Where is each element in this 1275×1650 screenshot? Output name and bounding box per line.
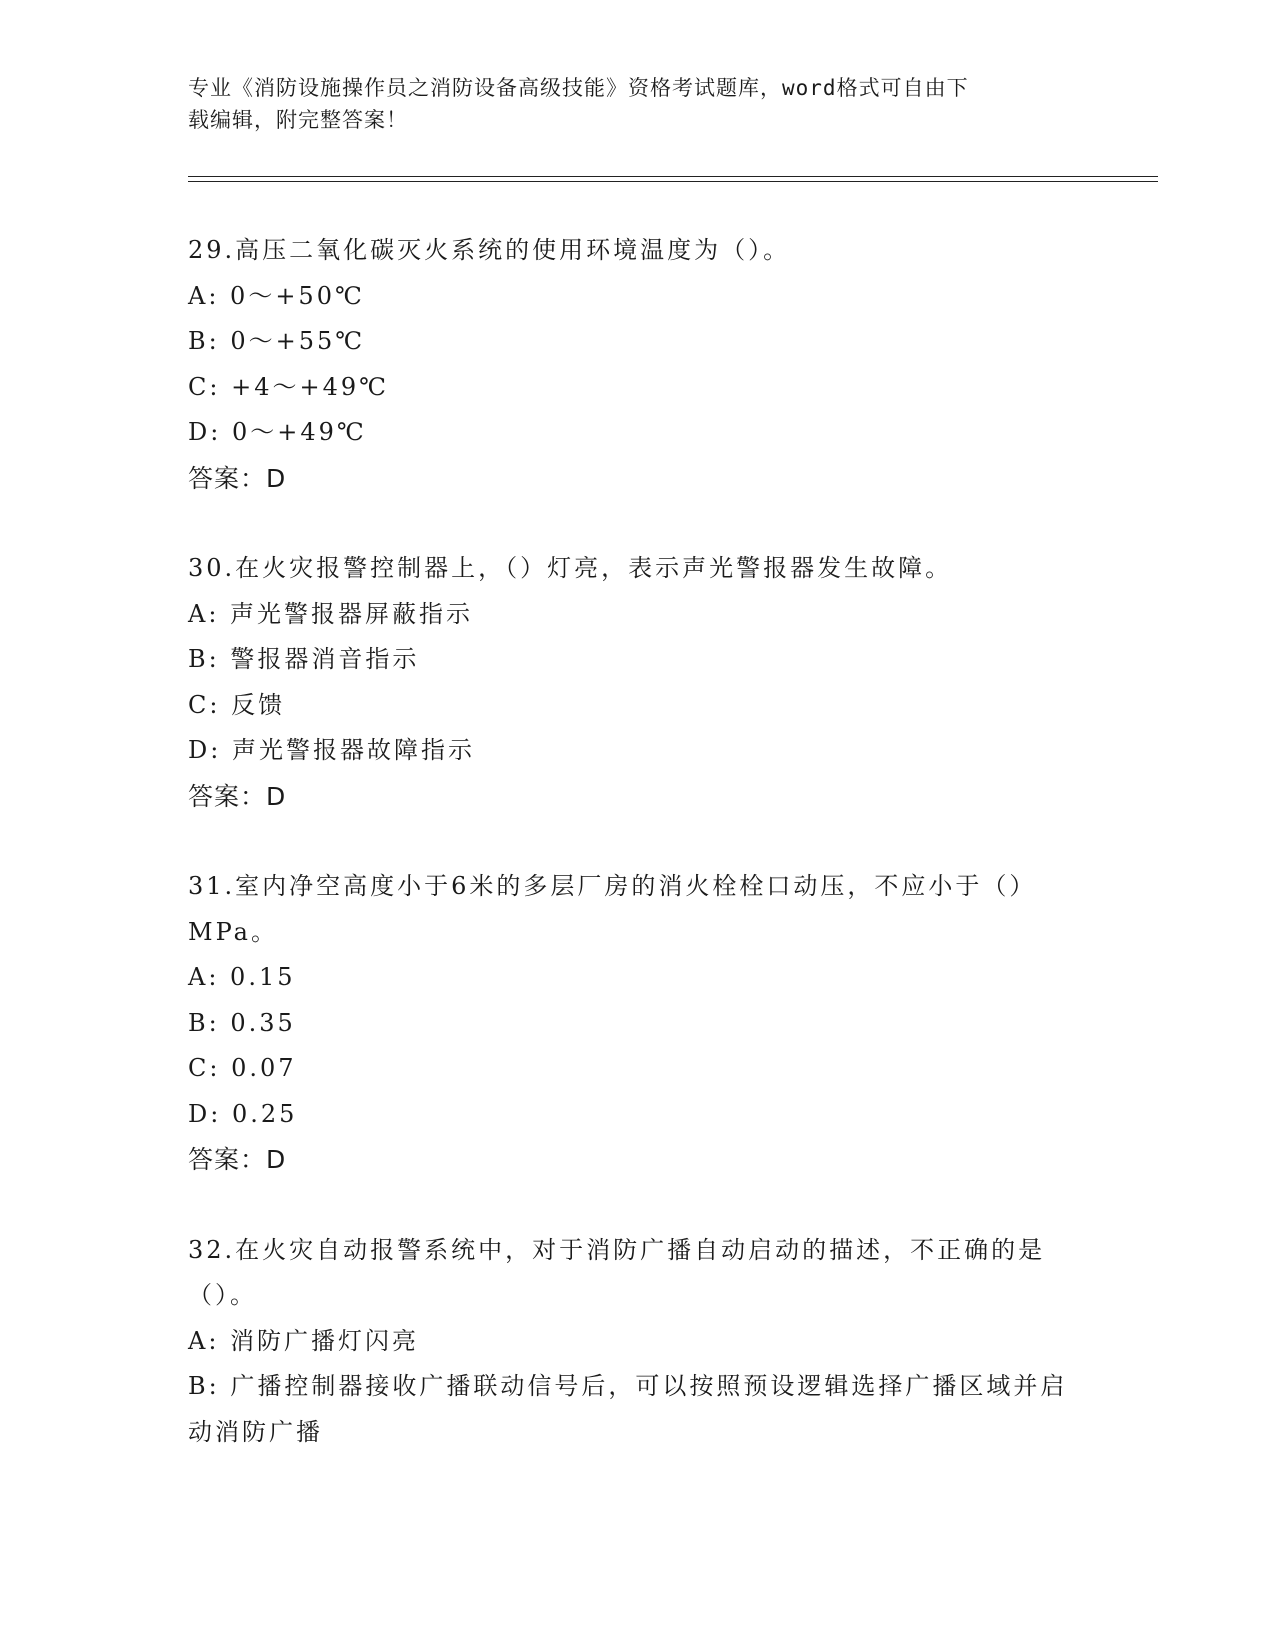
question-29 (188, 228, 1088, 501)
option-a: A: 0～+50℃ (188, 281, 365, 310)
answer: 答案：D (188, 463, 287, 493)
option-c: C: 反馈 (188, 690, 286, 719)
option-a: A: 0.15 (188, 963, 296, 991)
option-a: A: 消防广播灯闪亮 (188, 1326, 420, 1355)
header-line-2: 载编辑，附完整答案！ (188, 108, 408, 132)
question-list (188, 228, 1088, 1500)
option-d: D: 0～+49℃ (188, 418, 367, 446)
option-b: B: 0～+55℃ (188, 327, 366, 355)
question-stem: 32.在火灾自动报警系统中，对于消防广播自动启动的描述，不正确的是（）。 (188, 1235, 1046, 1309)
question-stem: 31.室内净空高度小于6米的多层厂房的消火栓栓口动压，不应小于（）MPa。 (188, 872, 1037, 946)
header-divider-bottom (188, 181, 1158, 182)
option-b: B: 警报器消音指示 (188, 645, 420, 673)
option-c: C: 0.07 (188, 1054, 297, 1082)
header-divider-top (188, 176, 1158, 177)
option-b: B: 0.35 (188, 1008, 296, 1037)
question-stem: 30.在火灾报警控制器上，（）灯亮，表示声光警报器发生故障。 (188, 554, 953, 582)
option-a: A: 声光警报器屏蔽指示 (188, 599, 474, 628)
option-b: B: 广播控制器接收广播联动信号后，可以按照预设逻辑选择广播区域并启动消防广播 (188, 1372, 1068, 1446)
document-header (188, 72, 1068, 136)
option-c: C: +4～+49℃ (188, 372, 389, 401)
header-line-1: 专业《消防设施操作员之消防设备高级技能》资格考试题库，word格式可自由下 (188, 76, 969, 100)
question-31 (188, 864, 1088, 1183)
question-30 (188, 546, 1088, 819)
option-d: D: 0.25 (188, 1099, 298, 1128)
option-d: D: 声光警报器故障指示 (188, 736, 475, 764)
answer: 答案：D (188, 1145, 287, 1174)
question-stem: 29.高压二氧化碳灭火系统的使用环境温度为（）。 (188, 236, 791, 264)
answer: 答案：D (188, 781, 287, 811)
question-32 (188, 1228, 1088, 1456)
